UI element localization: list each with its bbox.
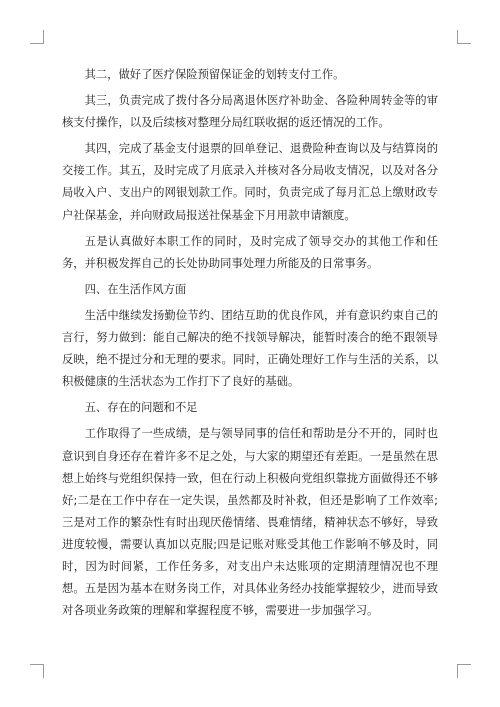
crop-mark-top-right <box>457 30 471 44</box>
crop-mark-bottom-left <box>30 664 44 678</box>
paragraph-2: 其二，做好了医疗保险预留保证金的划转支付工作。 <box>84 68 345 81</box>
crop-mark-top-left <box>30 30 44 44</box>
section-heading-problems: 五、存在的问题和不足 <box>84 401 198 415</box>
paragraph-other-duties: 五是认真做好本职工作的同时，及时完成了领导交办的其他工作和任务，并积极发挥自己的长处协助同事处理力所能及的日常事务。 <box>62 234 438 270</box>
paragraph-4-5: 其四，完成了基金支付退票的回单登记、退费险种查询以及与结算岗的交接工作。其五，及时完成了月底录入并核对各分局收支情况，以及对各分局收入户、支出户的网银划款工作。同时，负责完成了每月汇总上缴财政专户社保基金，并向财政局报送社保基金下月用款申请额度。 <box>62 142 438 222</box>
paragraph-lifestyle: 生活中继续发扬勤俭节约、团结互助的优良作风，并有意识约束自己的言行，努力做到：能自己解决的绝不找领导解决，能暂时凑合的绝不跟领导反映，绝不提过分和无理的要求。同时，正确处理好工作与生活的关系，以积极健康的生活状态为工作打下了良好的基础。 <box>62 308 438 389</box>
document-body <box>62 64 438 622</box>
paragraph-3: 其三，负责完成了拨付各分局离退休医疗补助金、各险种周转金等的审核支付操作，以及后续核对整理分局红联收据的返还情况的工作。 <box>62 94 438 130</box>
paragraph-problems: 工作取得了一些成绩，是与领导同事的信任和帮助是分不开的，同时也意识到自身还存在着许多不足之处，与大家的期望还有差距。一是虽然在思想上始终与党组织保持一致，但在行动上积极向党组织靠拢方面做得还不够好;二是在工作中存在一定失误，虽然都及时补救，但还是影响了工作效率;三是对工作的繁杂性有时出现厌倦情绪、畏难情绪，精神状态不够好，导致进度较慢，需要认真加以克服;四是记账对账受其他工作影响不够及时，同时，因为时间紧，工作任务多，对支出户未达账项的定期清理情况也不理想。五是因为基本在财务岗工作，对具体业务经办技能掌握较少，进而导致对各项业务政策的理解和掌握程度不够，需要进一步加强学习。 <box>62 427 438 618</box>
crop-mark-bottom-right <box>457 664 471 678</box>
section-heading-lifestyle: 四、在生活作风方面 <box>84 282 187 296</box>
